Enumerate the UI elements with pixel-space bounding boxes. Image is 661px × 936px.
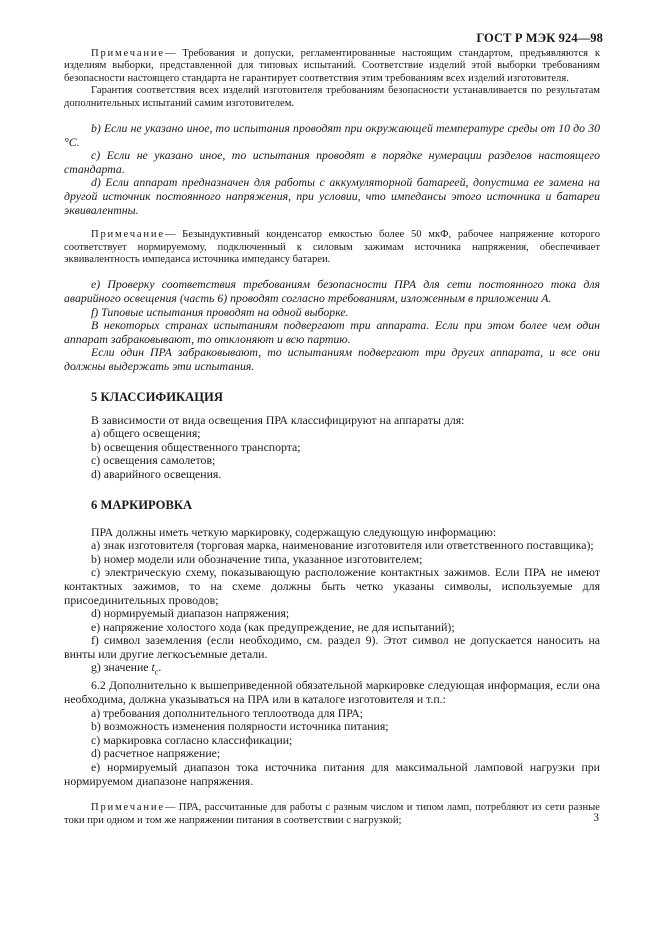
additional-item-c: c) маркировка согласно классификации; [91, 732, 293, 747]
document-body [64, 48, 600, 827]
additional-item-b: b) возможность изменения полярности источника питания; [91, 719, 389, 734]
note-3 [64, 802, 600, 827]
section-5-item-c: c) освещения самолетов; [91, 453, 216, 468]
note-1 [64, 48, 600, 85]
note-label: Примечание [91, 48, 165, 59]
section-5-item-a: а) общего освещения; [91, 426, 201, 441]
page-number: 3 [593, 812, 599, 824]
section-6-heading: 6 МАРКИРОВКА [91, 497, 193, 512]
section-6-item-g [64, 661, 600, 679]
section-5-item-d: d) аварийного освещения. [91, 466, 222, 481]
note-label: Примечание [91, 229, 165, 241]
item-d: d) Если аппарат предназначен для работы с аккумуляторной батареей, допустима ее замена на другой источник постоянного напряжения, при условии, что импедансы этого источника и батареи эквивалентны. [64, 175, 600, 217]
additional-item-d: d) расчетное напряжение; [91, 746, 221, 761]
additional-item-a: а) требования дополнительного теплоотвода для ПРА; [91, 705, 364, 720]
item-b: b) Если не указано иное, то испытания проводят при окружающей температуре среды от 10 до 30 °С. [64, 121, 600, 149]
note-1-paragraph-2: Гарантия соответствия всех изделий изготовителя требованиям безопасности устанавливается по результатам дополнительных испытаний самим изготовителем. [64, 85, 600, 109]
section-5-intro: В зависимости от вида освещения ПРА классифицируют на аппараты для: [91, 412, 465, 427]
item-c: c) Если не указано иное, то испытания проводят в порядке нумерации разделов настоящего стандарта. [64, 148, 600, 176]
item-e: e) Проверку соответствия требованиям безопасности ПРА для сети постоянного тока для аварийного освещения (часть 6) проводят согласно требованиям, изложенным в приложении А. [64, 277, 600, 305]
section-6-item-c: c) электрическую схему, показывающую расположение контактных зажимов. Если ПРА не имеют контактных зажимов, то на схеме должны быть четко указаны символы, используемые для присоединительных проводов; [64, 565, 600, 607]
note-2 [64, 229, 600, 266]
item-g-prefix: g) значение [91, 660, 152, 675]
section-5-heading: 5 КЛАССИФИКАЦИЯ [91, 389, 223, 404]
section-6-item-a: а) знак изготовителя (торговая марка, наименование изготовителя или ответственного поставщика); [91, 538, 594, 553]
section-6-intro: ПРА должны иметь четкую маркировку, содержащую следующую информацию: [91, 524, 497, 539]
note-text: — ПРА, рассчитанные для работы с разным числом и типом ламп, потребляют из сети разные токи при одном и том же напряжении питания в соответствии с нагрузкой; [64, 802, 600, 826]
item-f: f) Типовые испытания проводят на одной выборке. [91, 304, 349, 319]
section-6-item-e: e) напряжение холостого хода (как предупреждение, не для испытаний); [91, 619, 455, 634]
section-6-item-f: f) символ заземления (если необходимо, см. раздел 9). Этот символ не допускается наносить на винты или другие легкосъемные детали. [64, 633, 600, 661]
section-5-item-b: b) освещения общественного транспорта; [91, 439, 301, 454]
note-text: — Требования и допуски, регламентированные настоящим стандартом, предъявляются к изделиям выборки, представленной для типовых испытаний. Соответствие изделий этой выборки требованиям безопасности настоящего стандарта не гарантирует соответствия этим требованиям всех изделий изготовителя. [64, 48, 600, 84]
item-g-symbol: t [151, 660, 155, 675]
item-g-suffix: . [158, 660, 162, 675]
additional-item-e: e) нормируемый диапазон тока источника питания для максимальной ламповой нагрузки при нормируемом диапазоне напряжения. [64, 759, 600, 788]
section-6-item-b: b) номер модели или обозначение типа, указанное изготовителем; [91, 551, 423, 566]
item-f-paragraph-2: В некоторых странах испытаниям подвергают три аппарата. Если при этом более чем один аппарат забраковывают, то отклоняют и всю партию. [64, 318, 600, 346]
item-f-paragraph-3: Если один ПРА забраковывают, то испытаниям подвергают три других аппарата, и все они должны выдержать эти испытания. [64, 345, 600, 373]
section-6-2: 6.2 Дополнительно к вышеприведенной обязательной маркировке следующая информация, если она необходима, должна указываться на ПРА или в каталоге изготовителя и т.п.: [64, 678, 600, 707]
note-text: — Безындуктивный конденсатор емкостью более 50 мкФ, рабочее напряжение которого соответствует нормируемому, подключенный к силовым зажимам источника напряжения, обеспечивает эквивалентность импеданса источника импедансу батареи. [64, 229, 600, 265]
note-label: Примечание [91, 802, 165, 814]
page-header-title: ГОСТ Р МЭК 924—98 [476, 31, 603, 45]
item-g-subscript: c [154, 667, 159, 677]
section-6-item-d: d) нормируемый диапазон напряжения; [91, 606, 290, 621]
